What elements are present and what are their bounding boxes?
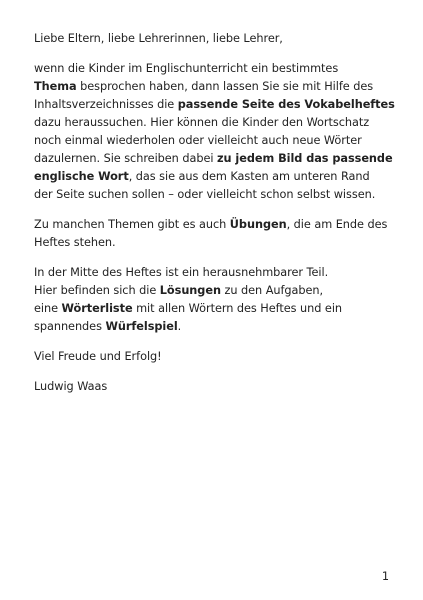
paragraph	[34, 30, 394, 48]
bold-text: zu jedem Bild das passende	[216, 152, 393, 165]
text-line	[34, 300, 394, 318]
bold-text: Würfelspiel	[105, 320, 178, 333]
text-segment: Viel Freude und Erfolg!	[34, 350, 162, 363]
text-segment: Heftes stehen.	[34, 236, 116, 249]
text-segment: , das sie aus dem Kasten am unteren Rand	[128, 170, 370, 183]
bold-text: Thema	[34, 80, 77, 93]
text-line	[34, 96, 394, 114]
text-segment: Zu manchen Themen gibt es auch	[34, 218, 230, 231]
text-segment: In der Mitte des Heftes ist ein herausnehmbarer Teil.	[34, 266, 329, 279]
text-segment: dazu heraussuchen. Hier können die Kinder den Wortschatz	[34, 116, 370, 129]
text-line	[34, 318, 394, 336]
bold-text: Übungen	[229, 218, 287, 231]
text-segment: besprochen haben, dann lassen Sie sie mit Hilfe des	[76, 80, 374, 93]
text-segment: wenn die Kinder im Englischunterricht ein bestimmtes	[34, 62, 339, 75]
text-segment: Liebe Eltern, liebe Lehrerinnen, liebe Lehrer,	[34, 32, 283, 45]
text-line	[34, 234, 394, 252]
text-line	[34, 150, 394, 168]
paragraph	[34, 216, 394, 252]
text-line	[34, 132, 394, 150]
text-segment: .	[177, 320, 182, 333]
text-segment: Ludwig Waas	[34, 380, 108, 393]
text-line	[34, 30, 394, 48]
text-line	[34, 282, 394, 300]
bold-text: Wörterliste	[61, 302, 133, 315]
text-segment: mit allen Wörtern des Heftes und ein	[132, 302, 343, 315]
text-segment: Inhaltsverzeichnisses die	[34, 98, 178, 111]
text-segment: spannendes	[34, 320, 106, 333]
text-segment: , die am Ende des	[286, 218, 388, 231]
text-line	[34, 264, 394, 282]
text-segment: der Seite suchen sollen – oder vielleicht schon selbst wissen.	[34, 188, 376, 201]
text-segment: Hier befinden sich die	[34, 284, 160, 297]
text-segment: zu den Aufgaben,	[220, 284, 324, 297]
paragraph	[34, 378, 394, 396]
text-segment: eine	[34, 302, 62, 315]
bold-text: passende Seite des Vokabelheftes	[177, 98, 395, 111]
paragraph	[34, 60, 394, 204]
text-line	[34, 114, 394, 132]
text-line	[34, 216, 394, 234]
text-line	[34, 348, 394, 366]
text-segment: dazulernen. Sie schreiben dabei	[34, 152, 217, 165]
bold-text: englische Wort	[34, 170, 129, 183]
text-line	[34, 168, 394, 186]
text-line	[34, 186, 394, 204]
paragraph	[34, 348, 394, 366]
page-number: 1	[381, 570, 389, 583]
text-line	[34, 78, 394, 96]
paragraph	[34, 264, 394, 336]
text-line	[34, 378, 394, 396]
document-body	[34, 30, 394, 396]
bold-text: Lösungen	[159, 284, 221, 297]
text-line	[34, 60, 394, 78]
text-segment: noch einmal wiederholen oder vielleicht auch neue Wörter	[34, 134, 362, 147]
